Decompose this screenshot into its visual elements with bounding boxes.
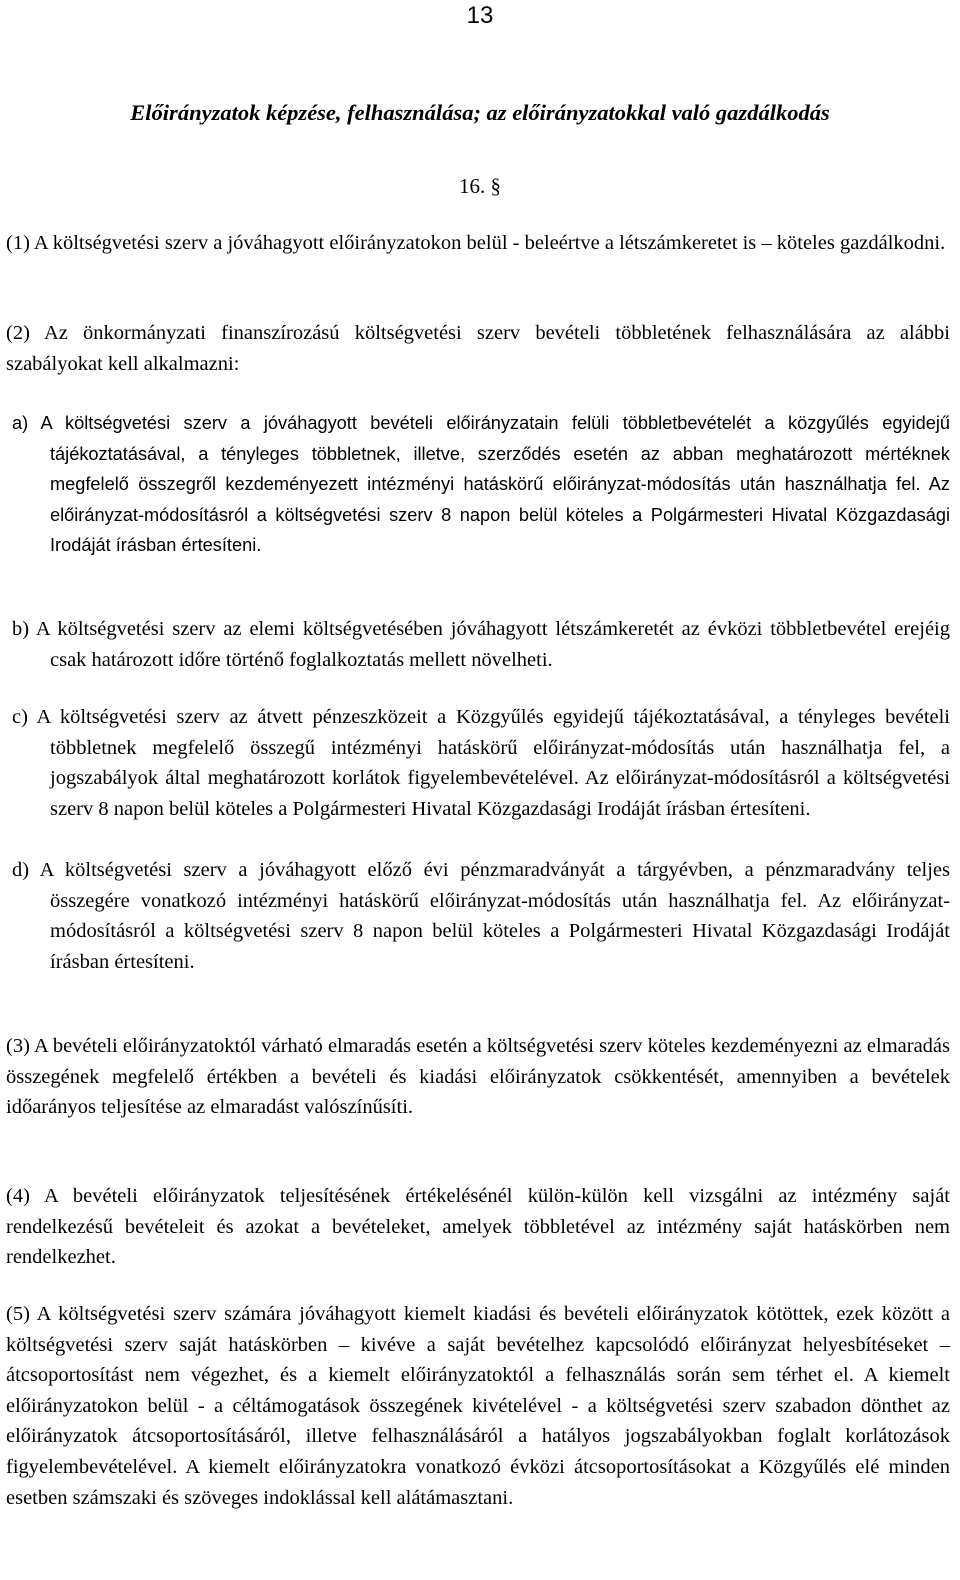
paragraph-3: (3) A bevételi előirányzatoktól várható elmaradás esetén a költségvetési szerv köteles kezdeményezni az elmaradás összegének megfelelő értékben a bevételi és kiadási előirányzatok csökkentését, amennyiben a bevételek időarányos teljesítése az elmaradást valószínűsíti. <box>6 1035 950 1119</box>
paragraph-4: (4) A bevételi előirányzatok teljesítésének értékelésénél külön-külön kell vizsgálni az intézmény saját rendelkezésű bevételeit és azokat a bevételeket, amelyek többletével az intézmény saját hatáskörben nem rendelkezhet. <box>6 1185 950 1269</box>
paragraph-2: (2) Az önkormányzati finanszírozású költségvetési szerv bevételi többletének felhasználására az alábbi szabályokat kell alkalmazni: <box>6 322 950 375</box>
list-item-c-text: c) A költségvetési szerv az átvett pénzeszközeit a Közgyűlés egyidejű tájékoztatásával, a tényleges bevételi többletnek megfelelő összegű intézményi hatáskörű előirányzat-módosítás után használhatja fel, a jogszabályok által meghatározott korlátok figyelembevételével. Az előirányzat-módosításról a költségvetési szerv 8 napon belül köteles a Polgármesteri Hivatal Közgazdasági Irodáját írásban értesíteni. <box>12 706 950 820</box>
list-item-b <box>12 614 950 675</box>
section-number: 16. § <box>459 174 501 198</box>
page-number: 13 <box>466 2 494 29</box>
list-item-b-text: b) A költségvetési szerv az elemi költségvetésében jóváhagyott létszámkeretét az évközi többletbevétel erejéig csak határozott időre történő foglalkoztatás mellett növelheti. <box>12 618 950 671</box>
list-item-c <box>12 702 950 824</box>
section-heading: Előirányzatok képzése, felhasználása; az előirányzatokkal való gazdálkodás <box>130 100 830 125</box>
list-item-d-text: d) A költségvetési szerv a jóváhagyott előző évi pénzmaradványát a tárgyévben, a pénzmaradvány teljes összegére vonatkozó intézményi hatáskörű előirányzat-módosítás után használhatja fel. Az előirányzat-módosításról a költségvetési szerv 8 napon belül köteles a Polgármesteri Hivatal Közgazdasági Irodáját írásban értesíteni. <box>12 859 950 973</box>
paragraph-5: (5) A költségvetési szerv számára jóváhagyott kiemelt kiadási és bevételi előirányzatok kötöttek, ezek között a költségvetési szerv saját hatáskörben – kivéve a saját bevételhez kapcsolódó előirányzat helyesbítéseket – átcsoportosítást nem végezhet, és a kiemelt előirányzatoktól a felhasználás során sem térhet el. A kiemelt előirányzatokon belül - a céltámogatások összegének kivételével - a költségvetési szerv szabadon dönthet az előirányzatok átcsoportosításáról, illetve felhasználásáról a hatályos jogszabályokban foglalt korlátozások figyelembevételével. A kiemelt előirányzatokra vonatkozó évközi átcsoportosításokat a Közgyűlés elé minden esetben számszaki és szöveges indoklással kell alátámasztani. <box>6 1303 950 1509</box>
paragraph-1: (1) A költségvetési szerv a jóváhagyott előirányzatokon belül - beleértve a létszámkeretet is – köteles gazdálkodni. <box>6 232 946 254</box>
list-item-a <box>12 408 950 561</box>
list-item-a-text: a) A költségvetési szerv a jóváhagyott bevételi előirányzatain felüli többletbevételét a közgyűlés egyidejű tájékoztatásával, a tényleges többletnek, illetve, szerződés esetén az abban meghatározott mértéknek megfelelő összegről kezdeményezett intézményi hatáskörű előirányzat-módosítás után használhatja fel. Az előirányzat-módosításról a költségvetési szerv 8 napon belül köteles a Polgármesteri Hivatal Közgazdasági Irodáját írásban értesíteni. <box>12 413 950 556</box>
list-item-d <box>12 855 950 977</box>
